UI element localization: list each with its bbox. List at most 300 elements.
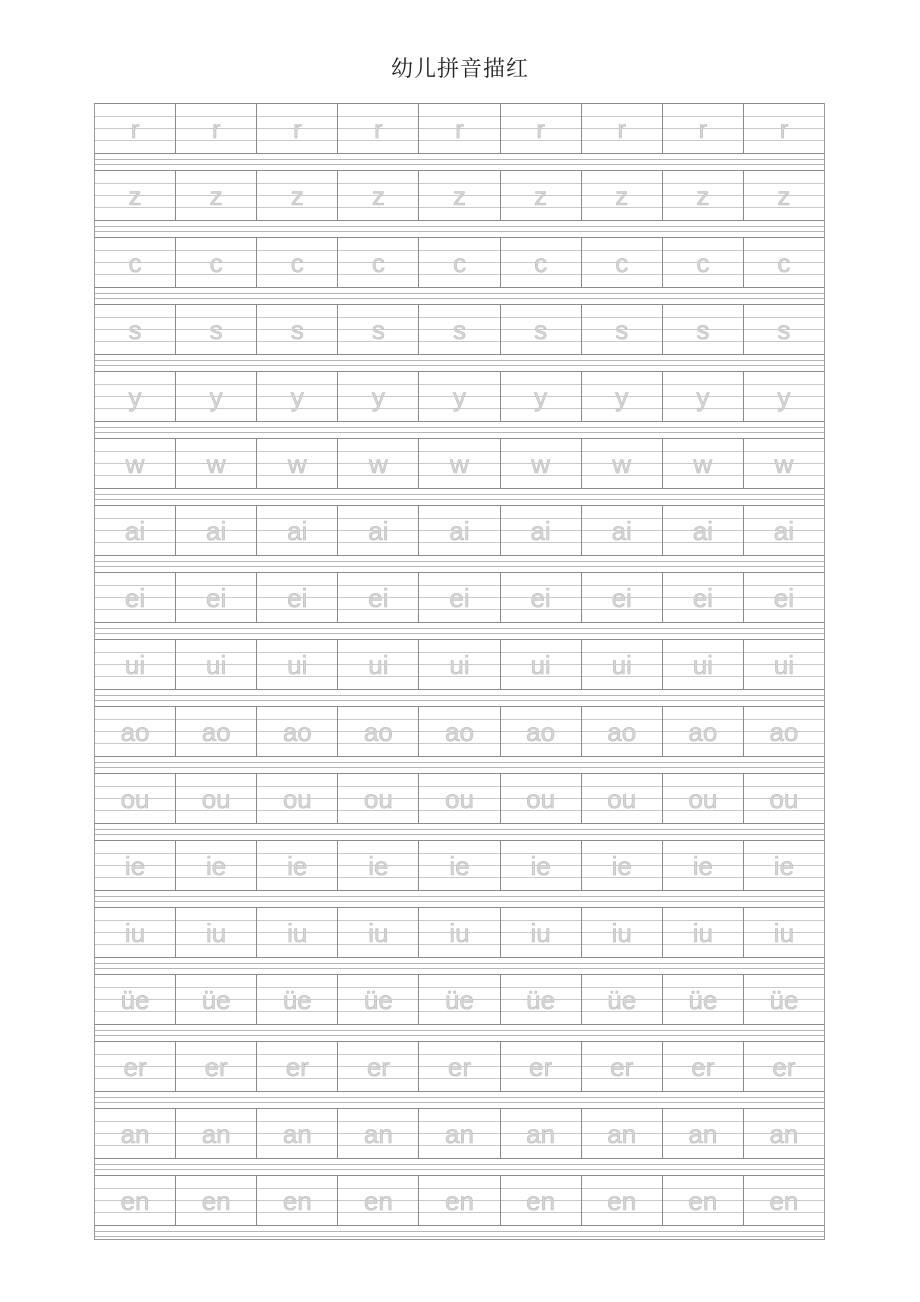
tracing-cell: [744, 439, 824, 488]
tracing-row: [95, 706, 824, 773]
tracing-cell: [338, 1042, 419, 1091]
tracing-cell: [176, 238, 257, 287]
trace-syllable: en: [201, 1186, 231, 1216]
tracing-cell: [744, 908, 824, 957]
tracing-cell: [582, 774, 663, 823]
trace-syllable: w: [612, 449, 632, 479]
trace-syllable: ui: [206, 650, 227, 680]
tracing-cell: [582, 640, 663, 689]
trace-syllable: an: [445, 1119, 474, 1149]
trace-syllable: er: [610, 1052, 634, 1082]
trace-syllable: iu: [124, 918, 146, 948]
tracing-cell: [419, 104, 500, 153]
trace-syllable: iu: [611, 918, 632, 948]
tracing-cell: [95, 573, 176, 622]
trace-syllable: en: [688, 1186, 718, 1216]
tracing-row-cells: [95, 237, 824, 288]
trace-syllable: ai: [206, 516, 227, 546]
tracing-cell: [582, 104, 663, 153]
trace-syllable: c: [371, 248, 385, 278]
spacer-line: [95, 762, 824, 763]
tracing-cell: [176, 506, 257, 555]
spacer-line: [95, 1236, 824, 1237]
trace-syllable: c: [290, 248, 304, 278]
tracing-cell: [176, 439, 257, 488]
tracing-cell: [744, 1042, 824, 1091]
trace-syllable: ie: [611, 851, 632, 881]
tracing-cell: [257, 506, 338, 555]
tracing-cell: [257, 238, 338, 287]
trace-syllable: er: [285, 1052, 309, 1082]
trace-syllable: ai: [124, 516, 146, 546]
tracing-cell: [338, 975, 419, 1024]
tracing-cell: [582, 305, 663, 354]
tracing-cell: [582, 707, 663, 756]
trace-syllable: ai: [449, 516, 470, 546]
tracing-row-cells: [95, 1175, 824, 1226]
row-spacer: [95, 355, 824, 371]
spacer-line: [95, 968, 824, 969]
tracing-cell: [338, 1176, 419, 1225]
trace-syllable: z: [371, 181, 385, 211]
trace-syllable: y: [615, 382, 629, 412]
trace-syllable: ou: [769, 784, 799, 814]
tracing-row-cells: [95, 974, 824, 1025]
trace-syllable: r: [292, 114, 302, 144]
trace-syllable: y: [534, 382, 548, 412]
spacer-line: [95, 231, 824, 232]
trace-syllable: ei: [692, 583, 713, 613]
trace-syllable: y: [777, 382, 791, 412]
tracing-row-cells: [95, 103, 824, 154]
spacer-line: [95, 633, 824, 634]
tracing-cell: [95, 975, 176, 1024]
trace-syllable: er: [447, 1052, 472, 1082]
trace-syllable: w: [450, 449, 469, 479]
tracing-cell: [176, 975, 257, 1024]
tracing-cell: [176, 1176, 257, 1225]
trace-syllable: c: [696, 248, 710, 278]
trace-syllable: ou: [120, 784, 150, 814]
spacer-line: [95, 164, 824, 165]
tracing-cell: [663, 171, 744, 220]
tracing-cell: [501, 1176, 582, 1225]
trace-syllable: iu: [773, 918, 795, 948]
trace-syllable: r: [617, 114, 627, 144]
tracing-cell: [176, 171, 257, 220]
trace-syllable: an: [688, 1119, 718, 1149]
tracing-cell: [257, 975, 338, 1024]
tracing-row-cells: [95, 840, 824, 891]
tracing-row: [95, 505, 824, 572]
row-spacer: [95, 1092, 824, 1108]
tracing-cell: [744, 774, 824, 823]
trace-syllable: an: [363, 1119, 393, 1149]
tracing-cell: [95, 1042, 176, 1091]
spacer-line: [95, 1102, 824, 1103]
trace-syllable: ie: [287, 851, 308, 881]
tracing-row: [95, 438, 824, 505]
trace-syllable: ei: [449, 583, 470, 613]
spacer-line: [95, 829, 824, 830]
row-spacer: [95, 221, 824, 237]
trace-syllable: s: [452, 315, 466, 345]
trace-syllable: er: [366, 1052, 390, 1082]
trace-syllable: ai: [287, 516, 308, 546]
tracing-cell: [338, 573, 419, 622]
trace-syllable: üe: [607, 985, 637, 1015]
spacer-line: [95, 695, 824, 696]
spacer-line: [95, 1169, 824, 1170]
trace-syllable: üe: [769, 985, 799, 1015]
trace-syllable: en: [526, 1186, 556, 1216]
tracing-cell: [257, 104, 338, 153]
tracing-cell: [582, 1176, 663, 1225]
tracing-row: [95, 1175, 824, 1242]
tracing-row: [95, 371, 824, 438]
tracing-cell: [501, 238, 582, 287]
trace-syllable: en: [282, 1186, 312, 1216]
spacer-line: [95, 963, 824, 964]
trace-syllable: ui: [124, 650, 146, 680]
tracing-cell: [338, 372, 419, 421]
spacer-line: [95, 1030, 824, 1031]
row-spacer: [95, 1226, 824, 1242]
spacer-line: [95, 494, 824, 495]
trace-syllable: er: [772, 1052, 796, 1082]
tracing-cell: [663, 1042, 744, 1091]
trace-syllable: ie: [530, 851, 551, 881]
tracing-cell: [501, 573, 582, 622]
trace-syllable: z: [777, 181, 791, 211]
tracing-cell: [176, 774, 257, 823]
tracing-cell: [744, 640, 824, 689]
tracing-cell: [501, 1109, 582, 1158]
spacer-line: [95, 293, 824, 294]
tracing-cell: [663, 305, 744, 354]
trace-syllable: ie: [449, 851, 470, 881]
tracing-row-cells: [95, 773, 824, 824]
tracing-row: [95, 840, 824, 907]
trace-syllable: ei: [287, 583, 308, 613]
trace-syllable: ie: [773, 851, 795, 881]
trace-syllable: an: [201, 1119, 231, 1149]
tracing-row: [95, 170, 824, 237]
row-spacer: [95, 623, 824, 639]
trace-syllable: ao: [363, 717, 393, 747]
trace-syllable: z: [534, 181, 548, 211]
trace-syllable: üe: [445, 985, 474, 1015]
spacer-line: [95, 834, 824, 835]
tracing-cell: [95, 640, 176, 689]
tracing-row: [95, 907, 824, 974]
tracing-cell: [582, 908, 663, 957]
trace-syllable: ie: [368, 851, 389, 881]
tracing-cell: [419, 908, 500, 957]
tracing-cell: [257, 171, 338, 220]
trace-syllable: iu: [287, 918, 308, 948]
trace-syllable: r: [455, 114, 464, 144]
tracing-cell: [663, 1109, 744, 1158]
tracing-row-cells: [95, 1041, 824, 1092]
page-title: 幼儿拼音描红: [390, 57, 529, 82]
trace-syllable: z: [452, 181, 466, 211]
trace-syllable: er: [204, 1052, 228, 1082]
trace-syllable: r: [779, 114, 789, 144]
tracing-cell: [744, 104, 824, 153]
tracing-sheet: [94, 103, 825, 1240]
tracing-row-cells: [95, 170, 824, 221]
tracing-cell: [338, 439, 419, 488]
tracing-cell: [582, 841, 663, 890]
trace-syllable: w: [368, 449, 388, 479]
tracing-cell: [257, 774, 338, 823]
trace-syllable: ao: [607, 717, 637, 747]
trace-syllable: an: [607, 1119, 637, 1149]
tracing-cell: [338, 707, 419, 756]
row-spacer: [95, 288, 824, 304]
tracing-cell: [176, 573, 257, 622]
tracing-cell: [582, 238, 663, 287]
tracing-cell: [744, 238, 824, 287]
row-spacer: [95, 891, 824, 907]
tracing-row-cells: [95, 639, 824, 690]
tracing-row: [95, 639, 824, 706]
trace-syllable: ei: [530, 583, 551, 613]
trace-syllable: ui: [368, 650, 389, 680]
tracing-cell: [176, 1042, 257, 1091]
tracing-cell: [419, 1176, 500, 1225]
tracing-cell: [257, 305, 338, 354]
tracing-row: [95, 103, 824, 170]
tracing-row: [95, 304, 824, 371]
tracing-cell: [663, 104, 744, 153]
trace-syllable: y: [696, 382, 710, 412]
tracing-cell: [744, 305, 824, 354]
tracing-cell: [176, 707, 257, 756]
tracing-cell: [95, 1176, 176, 1225]
tracing-cell: [257, 1042, 338, 1091]
tracing-cell: [257, 1109, 338, 1158]
trace-syllable: ei: [368, 583, 389, 613]
tracing-row-cells: [95, 572, 824, 623]
spacer-line: [95, 427, 824, 428]
tracing-row-cells: [95, 304, 824, 355]
trace-syllable: y: [290, 382, 304, 412]
trace-syllable: r: [374, 114, 383, 144]
tracing-cell: [419, 841, 500, 890]
tracing-row-cells: [95, 1108, 824, 1159]
tracing-cell: [257, 439, 338, 488]
tracing-cell: [582, 439, 663, 488]
tracing-cell: [663, 573, 744, 622]
spacer-line: [95, 298, 824, 299]
trace-syllable: ao: [688, 717, 718, 747]
row-spacer: [95, 690, 824, 706]
tracing-cell: [501, 841, 582, 890]
trace-syllable: ou: [688, 784, 718, 814]
spacer-line: [95, 901, 824, 902]
trace-syllable: ao: [445, 717, 474, 747]
trace-syllable: s: [128, 315, 142, 345]
tracing-cell: [501, 104, 582, 153]
trace-syllable: ou: [607, 784, 637, 814]
trace-syllable: üe: [282, 985, 312, 1015]
tracing-cell: [501, 171, 582, 220]
tracing-cell: [257, 908, 338, 957]
tracing-cell: [419, 305, 500, 354]
tracing-cell: [744, 1109, 824, 1158]
tracing-cell: [582, 975, 663, 1024]
tracing-cell: [95, 171, 176, 220]
trace-syllable: ou: [201, 784, 231, 814]
trace-syllable: ei: [611, 583, 632, 613]
row-spacer: [95, 757, 824, 773]
spacer-line: [95, 561, 824, 562]
trace-syllable: ou: [282, 784, 312, 814]
tracing-cell: [501, 640, 582, 689]
spacer-line: [95, 365, 824, 366]
trace-syllable: ei: [206, 583, 227, 613]
trace-syllable: ie: [206, 851, 227, 881]
trace-syllable: ie: [124, 851, 146, 881]
spacer-line: [95, 360, 824, 361]
tracing-cell: [582, 1042, 663, 1091]
trace-syllable: s: [696, 315, 710, 345]
tracing-cell: [663, 372, 744, 421]
trace-syllable: z: [290, 181, 304, 211]
trace-syllable: w: [206, 449, 226, 479]
tracing-cell: [744, 506, 824, 555]
tracing-cell: [663, 707, 744, 756]
tracing-row-cells: [95, 907, 824, 958]
row-spacer: [95, 422, 824, 438]
trace-syllable: z: [209, 181, 223, 211]
tracing-cell: [176, 1109, 257, 1158]
tracing-cell: [338, 1109, 419, 1158]
tracing-cell: [176, 640, 257, 689]
tracing-cell: [501, 908, 582, 957]
tracing-cell: [176, 305, 257, 354]
tracing-cell: [95, 439, 176, 488]
trace-syllable: ao: [769, 717, 799, 747]
trace-syllable: y: [209, 382, 223, 412]
spacer-line: [95, 700, 824, 701]
spacer-line: [95, 1035, 824, 1036]
trace-syllable: en: [769, 1186, 799, 1216]
trace-syllable: ou: [445, 784, 474, 814]
trace-syllable: ai: [692, 516, 713, 546]
trace-syllable: c: [209, 248, 223, 278]
tracing-cell: [501, 305, 582, 354]
tracing-row: [95, 237, 824, 304]
tracing-cell: [501, 1042, 582, 1091]
trace-syllable: ou: [363, 784, 393, 814]
trace-syllable: üe: [120, 985, 150, 1015]
trace-syllable: an: [526, 1119, 556, 1149]
row-spacer: [95, 556, 824, 572]
trace-syllable: ui: [449, 650, 470, 680]
row-spacer: [95, 1159, 824, 1175]
tracing-cell: [744, 372, 824, 421]
trace-syllable: w: [774, 449, 794, 479]
tracing-cell: [95, 1109, 176, 1158]
trace-syllable: an: [769, 1119, 799, 1149]
tracing-cell: [663, 774, 744, 823]
tracing-cell: [95, 841, 176, 890]
spacer-line: [95, 896, 824, 897]
tracing-cell: [95, 506, 176, 555]
trace-syllable: iu: [530, 918, 551, 948]
tracing-cell: [338, 305, 419, 354]
tracing-cell: [338, 640, 419, 689]
trace-syllable: iu: [692, 918, 713, 948]
spacer-line: [95, 1097, 824, 1098]
row-spacer: [95, 1025, 824, 1041]
trace-syllable: ou: [526, 784, 556, 814]
trace-syllable: ao: [201, 717, 231, 747]
trace-syllable: y: [128, 382, 142, 412]
trace-syllable: s: [209, 315, 223, 345]
trace-syllable: er: [123, 1052, 147, 1082]
trace-syllable: ui: [773, 650, 795, 680]
trace-syllable: s: [615, 315, 629, 345]
tracing-row-cells: [95, 438, 824, 489]
tracing-cell: [501, 372, 582, 421]
tracing-cell: [95, 104, 176, 153]
trace-syllable: er: [691, 1052, 715, 1082]
tracing-cell: [95, 305, 176, 354]
tracing-cell: [419, 573, 500, 622]
trace-syllable: en: [363, 1186, 393, 1216]
tracing-cell: [95, 238, 176, 287]
tracing-cell: [419, 1109, 500, 1158]
trace-syllable: üe: [526, 985, 556, 1015]
trace-syllable: s: [371, 315, 385, 345]
tracing-cell: [419, 1042, 500, 1091]
tracing-cell: [338, 238, 419, 287]
trace-syllable: iu: [449, 918, 470, 948]
trace-syllable: en: [120, 1186, 150, 1216]
tracing-cell: [501, 774, 582, 823]
tracing-cell: [663, 640, 744, 689]
tracing-cell: [744, 1176, 824, 1225]
trace-syllable: c: [777, 248, 791, 278]
tracing-row: [95, 1041, 824, 1108]
tracing-cell: [744, 171, 824, 220]
tracing-row: [95, 572, 824, 639]
spacer-line: [95, 628, 824, 629]
tracing-cell: [419, 439, 500, 488]
tracing-cell: [338, 171, 419, 220]
trace-syllable: ui: [611, 650, 632, 680]
trace-syllable: ai: [530, 516, 551, 546]
trace-syllable: ei: [773, 583, 795, 613]
trace-syllable: ao: [526, 717, 556, 747]
tracing-cell: [338, 841, 419, 890]
tracing-cell: [663, 908, 744, 957]
row-spacer: [95, 958, 824, 974]
trace-syllable: r: [211, 114, 221, 144]
spacer-line: [95, 566, 824, 567]
tracing-cell: [744, 841, 824, 890]
tracing-cell: [663, 1176, 744, 1225]
tracing-cell: [419, 238, 500, 287]
trace-syllable: r: [698, 114, 708, 144]
tracing-cell: [582, 506, 663, 555]
tracing-cell: [95, 707, 176, 756]
tracing-cell: [95, 774, 176, 823]
